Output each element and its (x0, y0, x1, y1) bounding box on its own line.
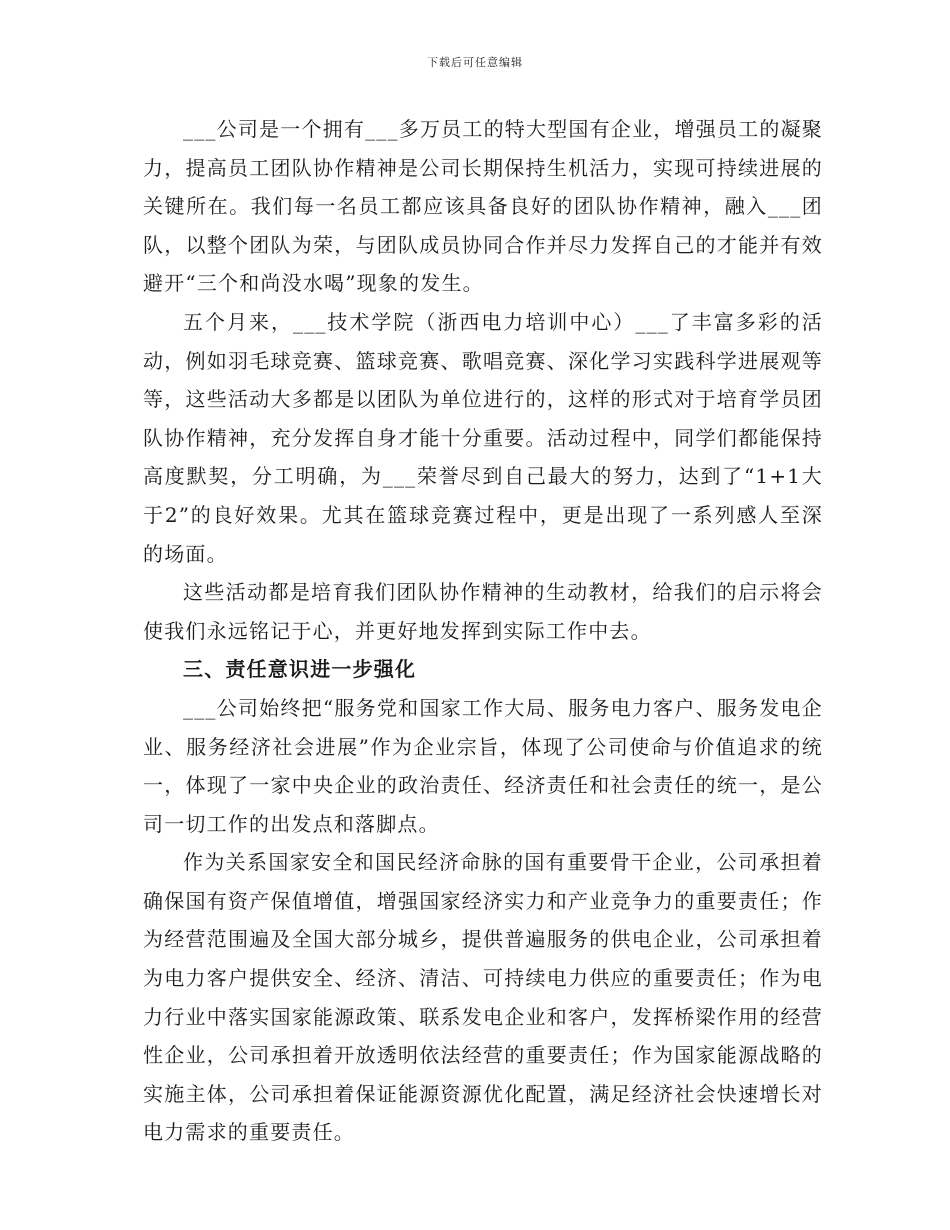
paragraph-team-cohesion: ___公司是一个拥有___多万员工的特大型国有企业，增强员工的凝聚力，提高员工团队协作精神是公司长期保持生机活力，实现可持续进展的关键所在。我们每一名员工都应该具备良好的团队协作精神，融入___团队，以整个团队为荣，与团队成员协同合作并尽力发挥自己的才能并有效避开“三个和尚没水喝”现象的发生。 (143, 117, 823, 296)
paragraph-inspiration: 这些活动都是培育我们团队协作精神的生动教材，给我们的启示将会使我们永远铭记于心，并更好地发挥到实际工作中去。 (143, 580, 823, 643)
paragraph-company-purpose: ___公司始终把“服务党和国家工作大局、服务电力客户、服务发电企业、服务经济社会进展”作为企业宗旨，体现了公司使命与价值追求的统一，体现了一家中央企业的政治责任、经济责任和社会责任的统一，是公司一切工作的出发点和落脚点。 (143, 695, 823, 836)
paragraph-activities: 五个月来，___技术学院（浙西电力培训中心）___了丰富多彩的活动，例如羽毛球竞赛、篮球竞赛、歌唱竞赛、深化学习实践科学进展观等等，这些活动大多都是以团队为单位进行的，这样的形式对于培育学员团队协作精神，充分发挥自身才能十分重要。活动过程中，同学们都能保持高度默契，分工明确，为___荣誉尽到自己最大的努力，达到了“1+1大于2”的良好效果。尤其在篮球竞赛过程中，更是出现了一系列感人至深的场面。 (143, 309, 823, 566)
section-heading: 三、责任意识进一步强化 (183, 657, 417, 682)
paragraph-responsibilities: 作为关系国家安全和国民经济命脉的国有重要骨干企业，公司承担着确保国有资产保值增值，增强国家经济实力和产业竞争力的重要责任；作为经营范围遍及全国大部分城乡，提供普遍服务的供电企业，公司承担着为电力客户提供安全、经济、清洁、可持续电力供应的重要责任；作为电力行业中落实国家能源政策、联系发电企业和客户，发挥桥梁作用的经营性企业，公司承担着开放透明依法经营的重要责任；作为国家能源战略的实施主体，公司承担着保证能源资源优化配置，满足经济社会快速增长对电力需求的重要责任。 (143, 850, 823, 1145)
document-body (143, 110, 823, 1152)
page-header: 下载后可任意编辑 (427, 56, 523, 69)
